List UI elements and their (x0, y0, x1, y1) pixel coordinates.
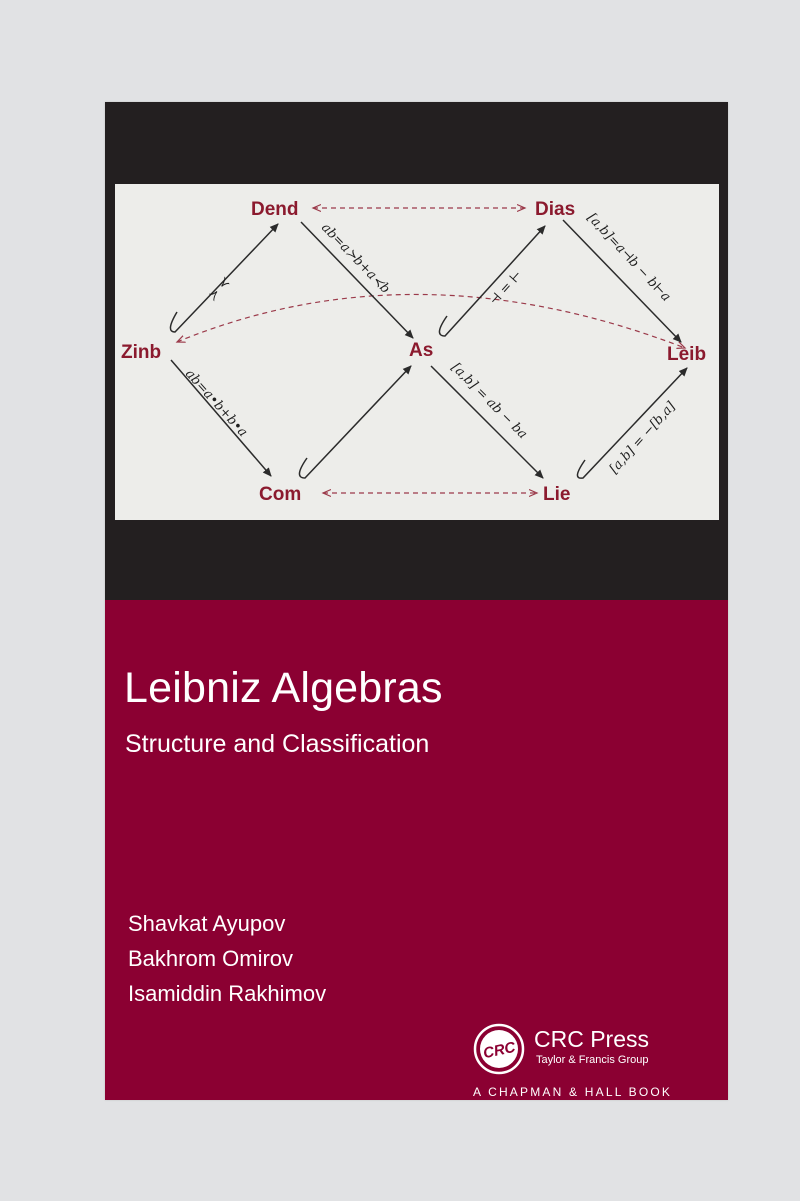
author-name: Shavkat Ayupov (128, 911, 286, 936)
publisher-block (473, 1023, 713, 1099)
arrow-dend-as (301, 222, 413, 338)
arrow-lie-leib (577, 368, 687, 478)
cover-top-band (105, 102, 728, 600)
author-list (128, 906, 326, 1011)
cover-bottom-band (105, 600, 728, 1100)
relation-as-lie: [a,b] = ab − ba (448, 360, 531, 443)
relation-dias-leib: [a,b]=a⊣b − b⊢a (584, 210, 674, 305)
relation-as-dias: ⊣ = ⊢ (486, 267, 526, 309)
author-name: Bakhrom Omirov (128, 946, 294, 971)
node-lie: Lie (543, 484, 571, 505)
node-leib: Leib (667, 344, 707, 365)
relation-leib-lie: [a,b] = −[b,a] (606, 399, 679, 477)
node-com: Com (259, 484, 302, 505)
relation-zinb-dend: ≻ ≺ (204, 275, 234, 305)
relation-zinb-com: ab=a•b+b•a (182, 366, 251, 441)
operad-diagram (115, 184, 719, 520)
arrow-com-as (299, 366, 411, 478)
arrow-as-dias (439, 226, 545, 336)
node-zinb: Zinb (121, 342, 162, 363)
book-cover (105, 102, 728, 1100)
publisher-imprint: A CHAPMAN & HALL BOOK (473, 1085, 673, 1099)
node-as: As (409, 340, 434, 361)
node-dias: Dias (535, 199, 576, 220)
book-title: Leibniz Algebras (124, 664, 443, 712)
publisher-group: Taylor & Francis Group (536, 1054, 649, 1066)
author-name: Isamiddin Rakhimov (128, 981, 327, 1006)
publisher-name: CRC Press (534, 1026, 650, 1052)
crc-logo-icon (473, 1023, 525, 1075)
diagram-svg (115, 184, 719, 520)
arrow-as-lie (431, 366, 543, 478)
crc-logo-text: CRC (481, 1038, 517, 1063)
relation-dend-as: ab=a≻b+a≺b (318, 220, 393, 297)
node-dend: Dend (251, 199, 299, 220)
book-subtitle: Structure and Classification (125, 730, 430, 758)
